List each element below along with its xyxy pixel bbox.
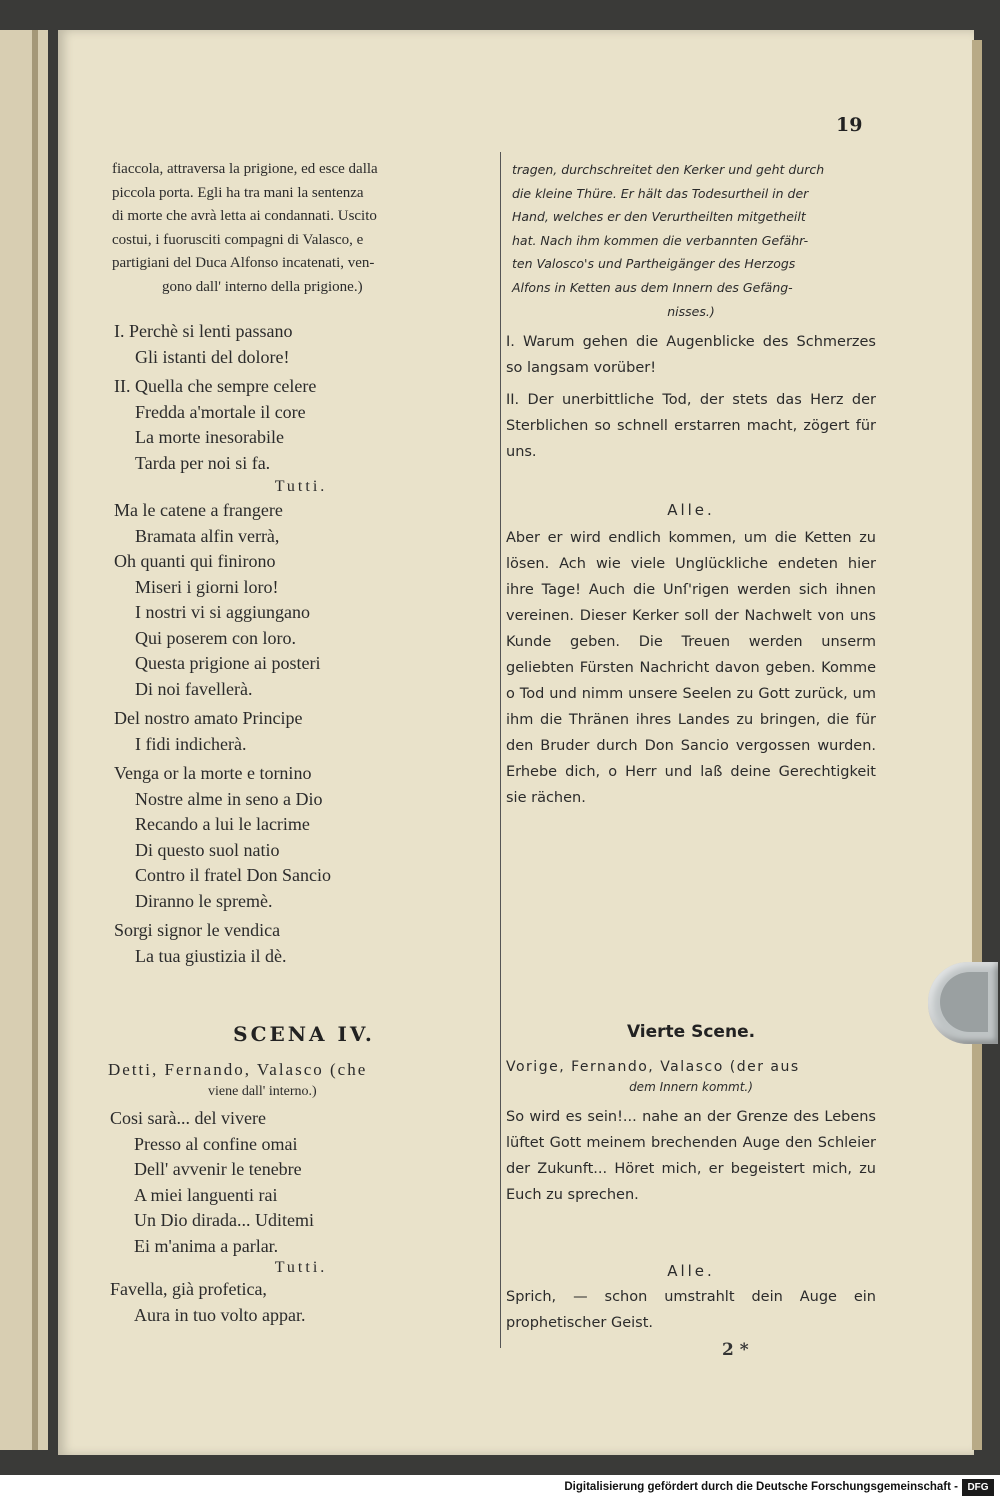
verse-line: I. Perchè si lenti passano: [114, 321, 293, 341]
verse-line: Bramata alfin verrà,: [135, 525, 280, 546]
stage-line: piccola porta. Egli ha tra mani la sentenza: [112, 184, 364, 201]
verse-line: Di questo suol natio: [135, 839, 280, 860]
alle-label: Alle.: [667, 501, 715, 520]
scene-stage-line: dem Innern kommt.): [629, 1080, 753, 1094]
verse-line: Presso al confine omai: [134, 1133, 298, 1154]
german-paragraph: II. Der unerbittliche Tod, der stets das Herz der Sterblichen so schnell erstarren macht, zögert für uns.: [506, 392, 876, 461]
column-divider: [500, 152, 501, 1348]
verse-line: I fidi indicherà.: [135, 733, 247, 754]
stage-line: tragen, durchschreitet den Kerker und geht durch: [512, 162, 825, 177]
verse-stanza-2: [108, 374, 494, 476]
verse-line: A miei languenti rai: [134, 1184, 278, 1205]
verse-line: La tua giustizia il dè.: [135, 945, 287, 966]
verse-line: II. Quella che sempre celere: [114, 376, 317, 396]
tutti-stanza-4: [108, 918, 494, 969]
scene-stage-line: viene dall' interno.): [208, 1084, 317, 1099]
verse-line: Aura in tuo volto appar.: [134, 1304, 306, 1325]
stage-line: fiaccola, attraversa la prigione, ed esce dalla: [112, 161, 378, 177]
verse-line: Recando a lui le lacrime: [135, 814, 310, 834]
italian-scene-four: [108, 1058, 494, 1328]
page-right-edge: [972, 40, 982, 1450]
final-verse: [108, 1277, 494, 1328]
scene-heading-german: Vierte Scene.: [626, 1022, 756, 1042]
verse-line: Contro il fratel Don Sancio: [135, 865, 331, 885]
verse-line: Sorgi signor le vendica: [114, 920, 281, 940]
verse-line: Del nostro amato Principe: [114, 708, 303, 728]
verse-line: Qui poserem con loro.: [135, 627, 296, 648]
signature-mark: 2 *: [722, 1340, 749, 1360]
verse-line: Cosi sarà... del vivere: [110, 1108, 266, 1128]
verse-line: I nostri vi si aggiungano: [135, 602, 310, 622]
stage-line: hat. Nach ihm kommen die verbannten Gefähr-: [512, 232, 809, 248]
scene-verse: [108, 1106, 494, 1259]
funding-notice: Digitalisierung gefördert durch die Deutsche Forschungsgemeinschaft -: [564, 1481, 958, 1493]
verse-line: Tarda per noi si fa.: [135, 452, 271, 473]
scene-stage-line: Vorige, Fernando, Valasco (der aus: [506, 1059, 800, 1075]
verse-line: Di noi favellerà.: [135, 678, 253, 699]
verse-line: Ei m'anima a parlar.: [134, 1235, 279, 1256]
german-scene-four: [506, 1056, 876, 1336]
verse-line: Diranno le spremè.: [135, 890, 273, 911]
verse-line: Miseri i giorni loro!: [135, 576, 279, 597]
tutti-stanza-3: [108, 761, 494, 914]
binding-edge: [32, 30, 38, 1450]
stage-line: ten Valosco's und Partheigänger des Herzogs: [512, 256, 796, 272]
german-column: [506, 158, 876, 811]
german-stage-direction: [506, 158, 876, 323]
stage-line: partigiani del Duca Alfonso incatenati, ven-: [112, 255, 375, 271]
footer-bar: [0, 1475, 1000, 1502]
german-paragraph: So wird es sein!... nahe an der Grenze des Lebens lüftet Gott meinem brechenden Auge den Schleier der Zukunft... Höret mich, er begeistert mich, zu Euch zu sprechen.: [506, 1109, 876, 1203]
stage-line: costui, i fuorusciti compagni di Valasco, e: [112, 231, 364, 248]
tutti-label: Tutti.: [274, 1259, 328, 1276]
verse-line: Gli istanti del dolore!: [135, 346, 290, 367]
tutti-stanza-1: [108, 498, 494, 702]
stage-line: nisses.): [667, 303, 715, 319]
verse-line: La morte inesorabile: [135, 427, 284, 447]
verse-line: Venga or la morte e tornino: [114, 763, 312, 783]
german-paragraph: I. Warum gehen die Augenblicke des Schmerzes so langsam vorüber!: [506, 334, 876, 377]
verse-line: Nostre alme in seno a Dio: [135, 788, 323, 809]
stage-line: die kleine Thüre. Er hält das Todesurtheil in der: [512, 185, 809, 201]
verse-line: Ma le catene a frangere: [114, 500, 283, 520]
verse-line: Un Dio dirada... Uditemi: [134, 1210, 314, 1230]
tutti-label: Tutti.: [274, 478, 328, 495]
verse-line: Dell' avvenir le tenebre: [134, 1159, 302, 1179]
alle-label: Alle.: [667, 1262, 715, 1280]
page-number: 19: [836, 114, 863, 136]
previous-page-edge: [0, 30, 48, 1450]
stage-line: gono dall' interno della prigione.): [162, 278, 363, 295]
italian-column: [108, 158, 494, 969]
verse-line: Oh quanti qui finirono: [114, 551, 276, 571]
scene-heading-italian: SCENA IV.: [233, 1022, 375, 1046]
german-paragraph: Sprich, — schon umstrahlt dein Auge ein prophetischer Geist.: [506, 1289, 876, 1331]
verse-line: Favella, già profetica,: [110, 1279, 267, 1299]
verse-stanza-1: [108, 319, 494, 370]
german-paragraph: Aber er wird endlich kommen, um die Ketten zu lösen. Ach wie viele Unglückliche endeten hier ihre Tage! Auch die Unſ'rigen werden sich ihnen vereinen. Dieser Kerker soll der Nachwelt von uns Kunde geben. Die Treuen werden unserm geliebten Fürsten Nachricht davon geben. Komme o Tod und nimm unsere Seelen zu Gott zurück, um ihm die Thränen ihres Landes zu bringen, die für den Bruder durch Don Sancio vergossen wurden. Erhebe dich, o Herr und laß deine Gerechtigkeit sie rächen.: [506, 530, 876, 807]
tutti-stanza-2: [108, 706, 494, 757]
scene-stage-line: Detti, Fernando, Valasco (che: [108, 1060, 368, 1079]
stage-line: Hand, welches er den Verurtheilten mitgetheilt: [512, 209, 806, 225]
italian-stage-direction: [108, 158, 494, 299]
stage-line: Alfons in Ketten aus dem Innern des Gefäng-: [512, 279, 793, 295]
verse-line: Fredda a'mortale il core: [135, 401, 306, 422]
stage-line: di morte che avrà letta ai condannati. Uscito: [112, 208, 377, 224]
dfg-logo: DFG: [962, 1479, 994, 1496]
verse-line: Questa prigione ai posteri: [135, 653, 321, 673]
